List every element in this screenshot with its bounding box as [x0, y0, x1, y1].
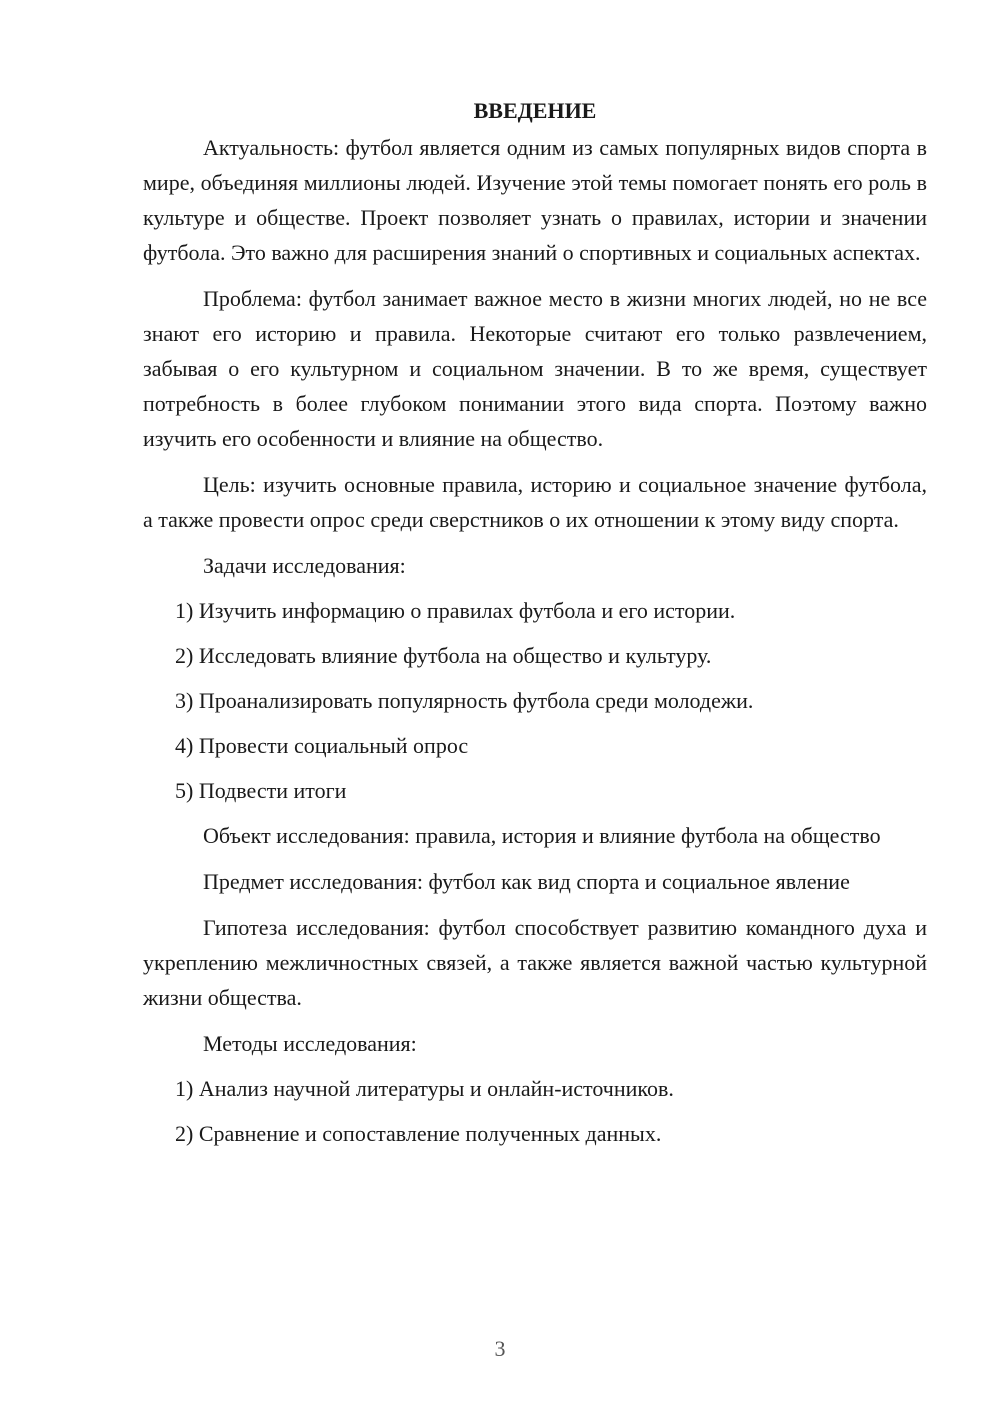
goal-paragraph: Цель: изучить основные правила, историю и социальное значение футбола, а также провести опрос среди сверстников о их отношении к этому виду спорта. [143, 472, 927, 532]
methods-label: Методы исследования: [203, 1031, 417, 1056]
section-heading: ВВЕДЕНИЕ [473, 98, 597, 123]
task-item: 5) Подвести итоги [175, 778, 347, 803]
object-paragraph: Объект исследования: правила, история и влияние футбола на общество [203, 823, 881, 848]
relevance-paragraph: Актуальность: футбол является одним из самых популярных видов спорта в мире, объединяя миллионы людей. Изучение этой темы помогает понять его роль в культуре и обществе. Проект позволяет узнать о правилах, истории и значении футбола. Это важно для расширения знаний о спортивных и социальных аспектах. [143, 135, 927, 265]
task-item: 1) Изучить информацию о правилах футбола и его истории. [175, 598, 736, 623]
problem-paragraph: Проблема: футбол занимает важное место в жизни многих людей, но не все знают его историю и правила. Некоторые считают его только развлечением, забывая о его культурном и социальном значении. В то же время, существует потребность в более глубоком понимании этого вида спорта. Поэтому важно изучить его особенности и влияние на общество. [143, 286, 927, 451]
method-item: 1) Анализ научной литературы и онлайн-источников. [175, 1076, 674, 1101]
page-number: 3 [494, 1336, 506, 1361]
tasks-label: Задачи исследования: [203, 553, 406, 578]
task-item: 3) Проанализировать популярность футбола среди молодежи. [175, 688, 754, 713]
method-item: 2) Сравнение и сопоставление полученных данных. [175, 1121, 662, 1146]
page-content [143, 96, 927, 1161]
hypothesis-paragraph: Гипотеза исследования: футбол способствует развитию командного духа и укреплению межличностных связей, а также является важной частью культурной жизни общества. [143, 915, 927, 1010]
task-item: 2) Исследовать влияние футбола на общество и культуру. [175, 643, 712, 668]
subject-paragraph: Предмет исследования: футбол как вид спорта и социальное явление [203, 869, 850, 894]
task-item: 4) Провести социальный опрос [175, 733, 469, 758]
